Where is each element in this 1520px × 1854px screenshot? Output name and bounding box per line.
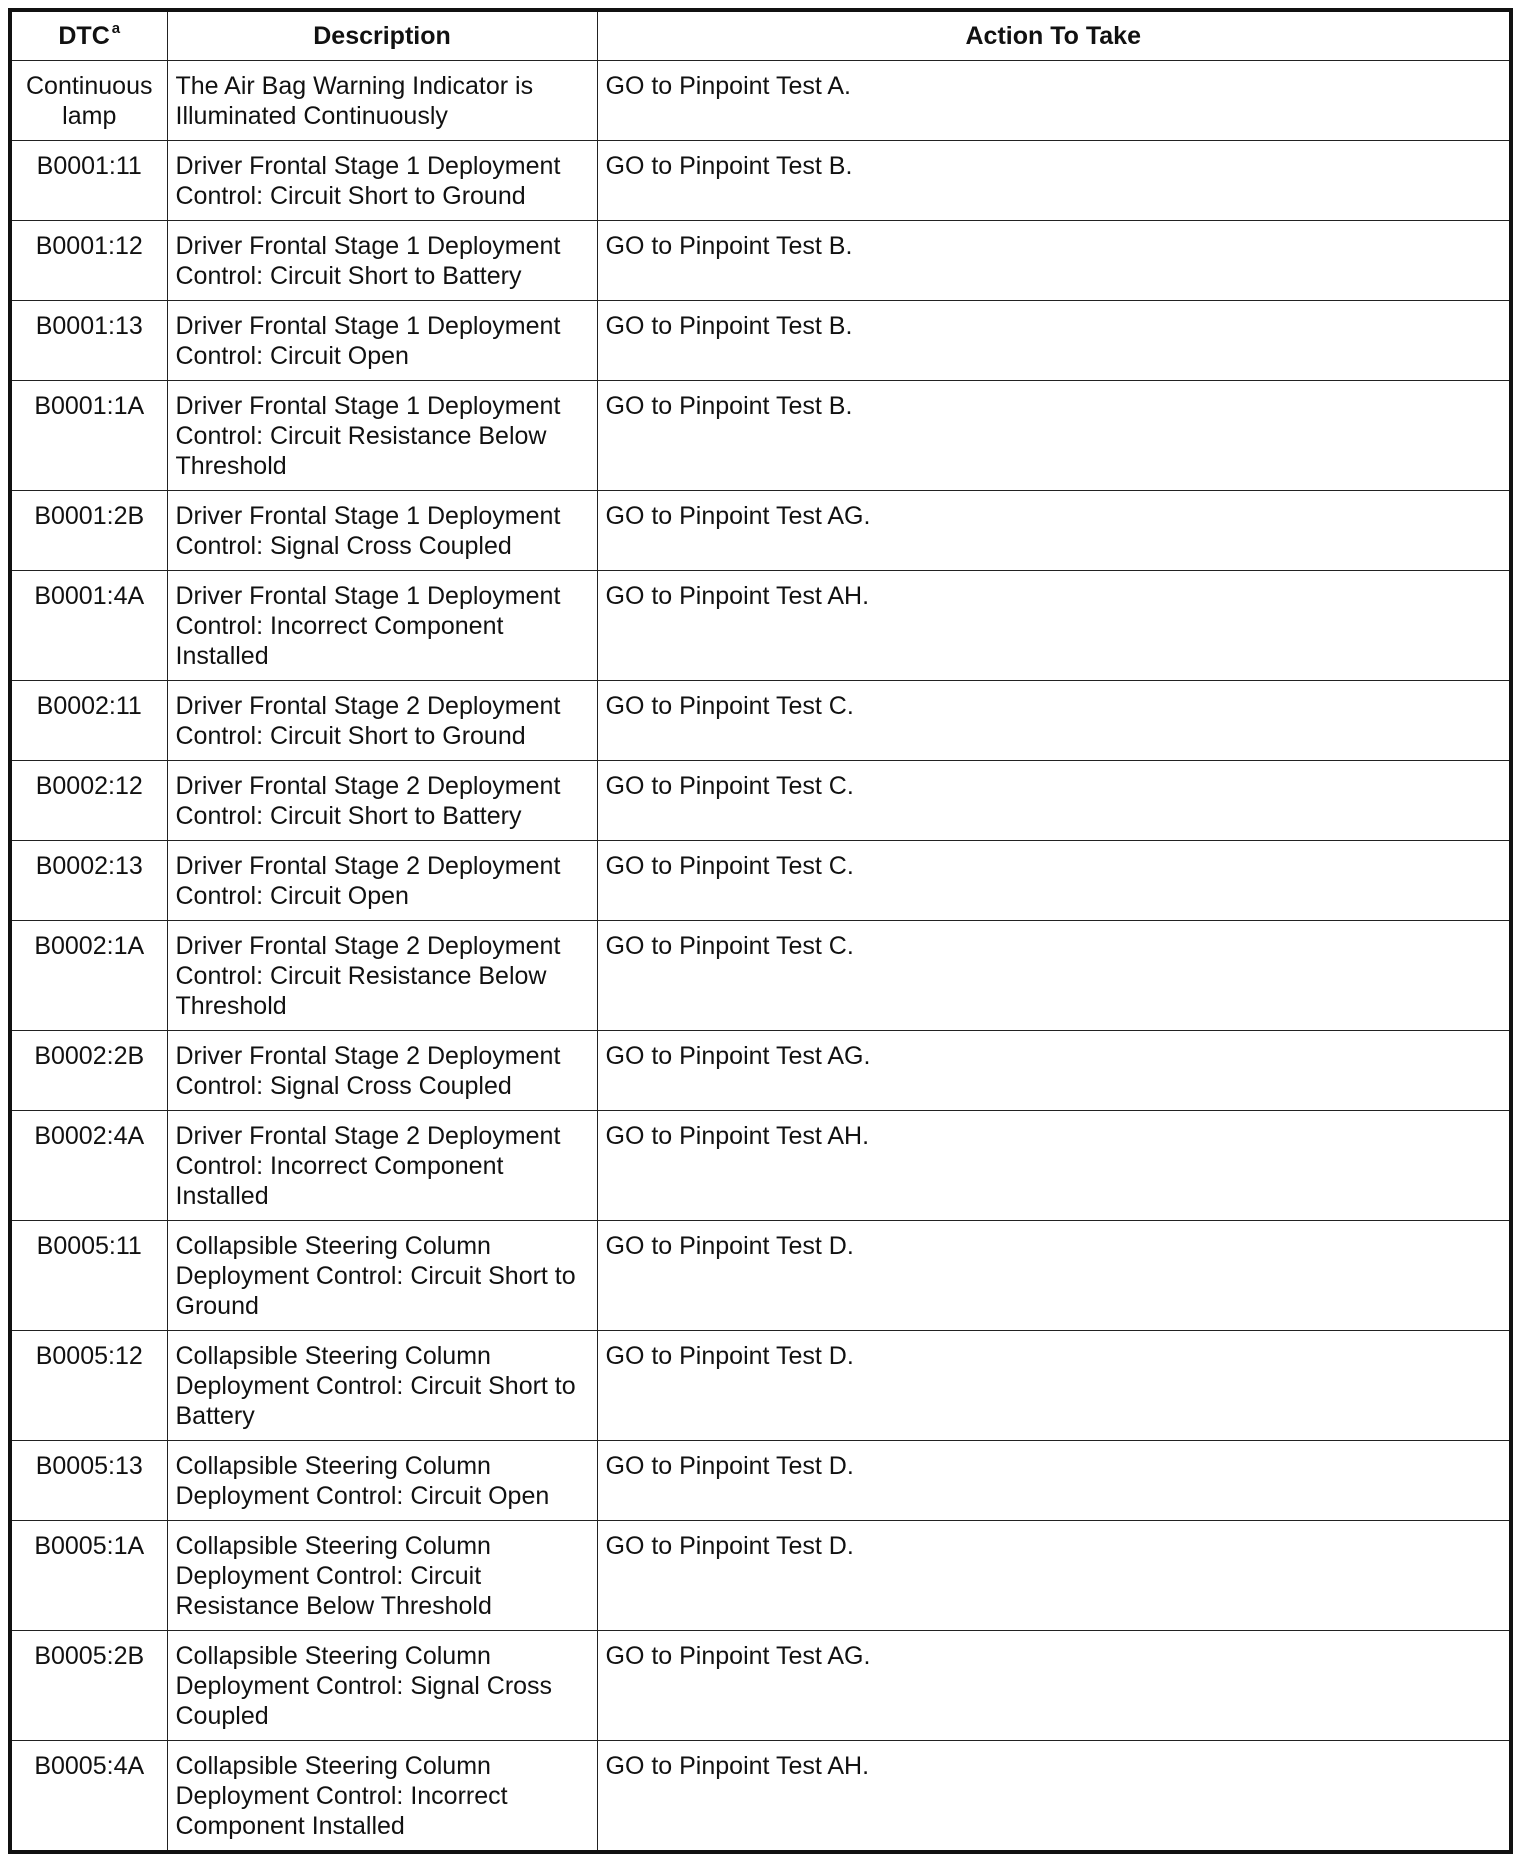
- table-row: [10, 681, 1511, 761]
- header-description: Description: [167, 10, 597, 61]
- action-cell: GO to Pinpoint Test AG.: [597, 491, 1511, 571]
- table-row: [10, 301, 1511, 381]
- action-cell: GO to Pinpoint Test B.: [597, 141, 1511, 221]
- description-cell: Driver Frontal Stage 2 Deployment Control: Signal Cross Coupled: [167, 1031, 597, 1111]
- header-dtc: [10, 10, 167, 61]
- dtc-cell: B0001:1A: [10, 381, 167, 491]
- dtc-cell: B0002:1A: [10, 921, 167, 1031]
- action-cell: GO to Pinpoint Test C.: [597, 921, 1511, 1031]
- action-cell: GO to Pinpoint Test C.: [597, 841, 1511, 921]
- dtc-cell: B0005:2B: [10, 1631, 167, 1741]
- table-row: [10, 761, 1511, 841]
- description-cell: Driver Frontal Stage 2 Deployment Control: Circuit Short to Ground: [167, 681, 597, 761]
- action-cell: GO to Pinpoint Test B.: [597, 221, 1511, 301]
- dtc-table: [8, 8, 1513, 1854]
- action-cell: GO to Pinpoint Test D.: [597, 1221, 1511, 1331]
- dtc-cell: B0001:13: [10, 301, 167, 381]
- table-row: [10, 1111, 1511, 1221]
- table-row: [10, 1331, 1511, 1441]
- description-cell: Driver Frontal Stage 1 Deployment Control: Circuit Open: [167, 301, 597, 381]
- action-cell: GO to Pinpoint Test B.: [597, 301, 1511, 381]
- description-cell: Driver Frontal Stage 1 Deployment Control: Circuit Short to Battery: [167, 221, 597, 301]
- dtc-cell: B0001:4A: [10, 571, 167, 681]
- dtc-cell: B0002:12: [10, 761, 167, 841]
- table-row: [10, 921, 1511, 1031]
- action-cell: GO to Pinpoint Test AG.: [597, 1631, 1511, 1741]
- description-cell: Collapsible Steering Column Deployment Control: Incorrect Component Installed: [167, 1741, 597, 1853]
- table-row: [10, 491, 1511, 571]
- header-action: Action To Take: [597, 10, 1511, 61]
- table-row: [10, 841, 1511, 921]
- description-cell: Driver Frontal Stage 1 Deployment Control: Circuit Short to Ground: [167, 141, 597, 221]
- dtc-cell: B0002:11: [10, 681, 167, 761]
- dtc-cell: Continuous lamp: [10, 61, 167, 141]
- dtc-cell: B0001:2B: [10, 491, 167, 571]
- description-cell: Collapsible Steering Column Deployment Control: Signal Cross Coupled: [167, 1631, 597, 1741]
- action-cell: GO to Pinpoint Test B.: [597, 381, 1511, 491]
- description-cell: Driver Frontal Stage 2 Deployment Control: Circuit Short to Battery: [167, 761, 597, 841]
- table-row: [10, 1221, 1511, 1331]
- dtc-cell: B0001:11: [10, 141, 167, 221]
- table-row: [10, 221, 1511, 301]
- description-cell: The Air Bag Warning Indicator is Illuminated Continuously: [167, 61, 597, 141]
- dtc-cell: B0002:13: [10, 841, 167, 921]
- action-cell: GO to Pinpoint Test D.: [597, 1331, 1511, 1441]
- table-row: [10, 141, 1511, 221]
- table-row: [10, 381, 1511, 491]
- table-row: [10, 61, 1511, 141]
- action-cell: GO to Pinpoint Test AH.: [597, 1741, 1511, 1853]
- dtc-cell: B0002:2B: [10, 1031, 167, 1111]
- description-cell: Driver Frontal Stage 1 Deployment Control: Incorrect Component Installed: [167, 571, 597, 681]
- description-cell: Collapsible Steering Column Deployment Control: Circuit Short to Ground: [167, 1221, 597, 1331]
- header-row: [10, 10, 1511, 61]
- dtc-cell: B0005:13: [10, 1441, 167, 1521]
- table-row: [10, 1031, 1511, 1111]
- description-cell: Driver Frontal Stage 2 Deployment Control: Incorrect Component Installed: [167, 1111, 597, 1221]
- dtc-cell: B0005:11: [10, 1221, 167, 1331]
- dtc-cell: B0005:12: [10, 1331, 167, 1441]
- table-row: [10, 1741, 1511, 1853]
- description-cell: Collapsible Steering Column Deployment Control: Circuit Short to Battery: [167, 1331, 597, 1441]
- table-header: [10, 10, 1511, 61]
- action-cell: GO to Pinpoint Test D.: [597, 1441, 1511, 1521]
- action-cell: GO to Pinpoint Test D.: [597, 1521, 1511, 1631]
- table-row: [10, 1441, 1511, 1521]
- table-row: [10, 571, 1511, 681]
- action-cell: GO to Pinpoint Test C.: [597, 681, 1511, 761]
- table-row: [10, 1521, 1511, 1631]
- table-body: [10, 61, 1511, 1853]
- description-cell: Driver Frontal Stage 1 Deployment Control: Signal Cross Coupled: [167, 491, 597, 571]
- dtc-cell: B0001:12: [10, 221, 167, 301]
- description-cell: Driver Frontal Stage 2 Deployment Control: Circuit Open: [167, 841, 597, 921]
- description-cell: Collapsible Steering Column Deployment Control: Circuit Open: [167, 1441, 597, 1521]
- description-cell: Collapsible Steering Column Deployment Control: Circuit Resistance Below Threshold: [167, 1521, 597, 1631]
- dtc-cell: B0002:4A: [10, 1111, 167, 1221]
- dtc-cell: B0005:1A: [10, 1521, 167, 1631]
- description-cell: Driver Frontal Stage 2 Deployment Control: Circuit Resistance Below Threshold: [167, 921, 597, 1031]
- table-row: [10, 1631, 1511, 1741]
- description-cell: Driver Frontal Stage 1 Deployment Control: Circuit Resistance Below Threshold: [167, 381, 597, 491]
- action-cell: GO to Pinpoint Test AH.: [597, 571, 1511, 681]
- header-dtc-footnote-mark: a: [111, 19, 121, 37]
- dtc-cell: B0005:4A: [10, 1741, 167, 1853]
- action-cell: GO to Pinpoint Test C.: [597, 761, 1511, 841]
- action-cell: GO to Pinpoint Test AG.: [597, 1031, 1511, 1111]
- header-dtc-label: DTC: [58, 22, 110, 50]
- action-cell: GO to Pinpoint Test AH.: [597, 1111, 1511, 1221]
- action-cell: GO to Pinpoint Test A.: [597, 61, 1511, 141]
